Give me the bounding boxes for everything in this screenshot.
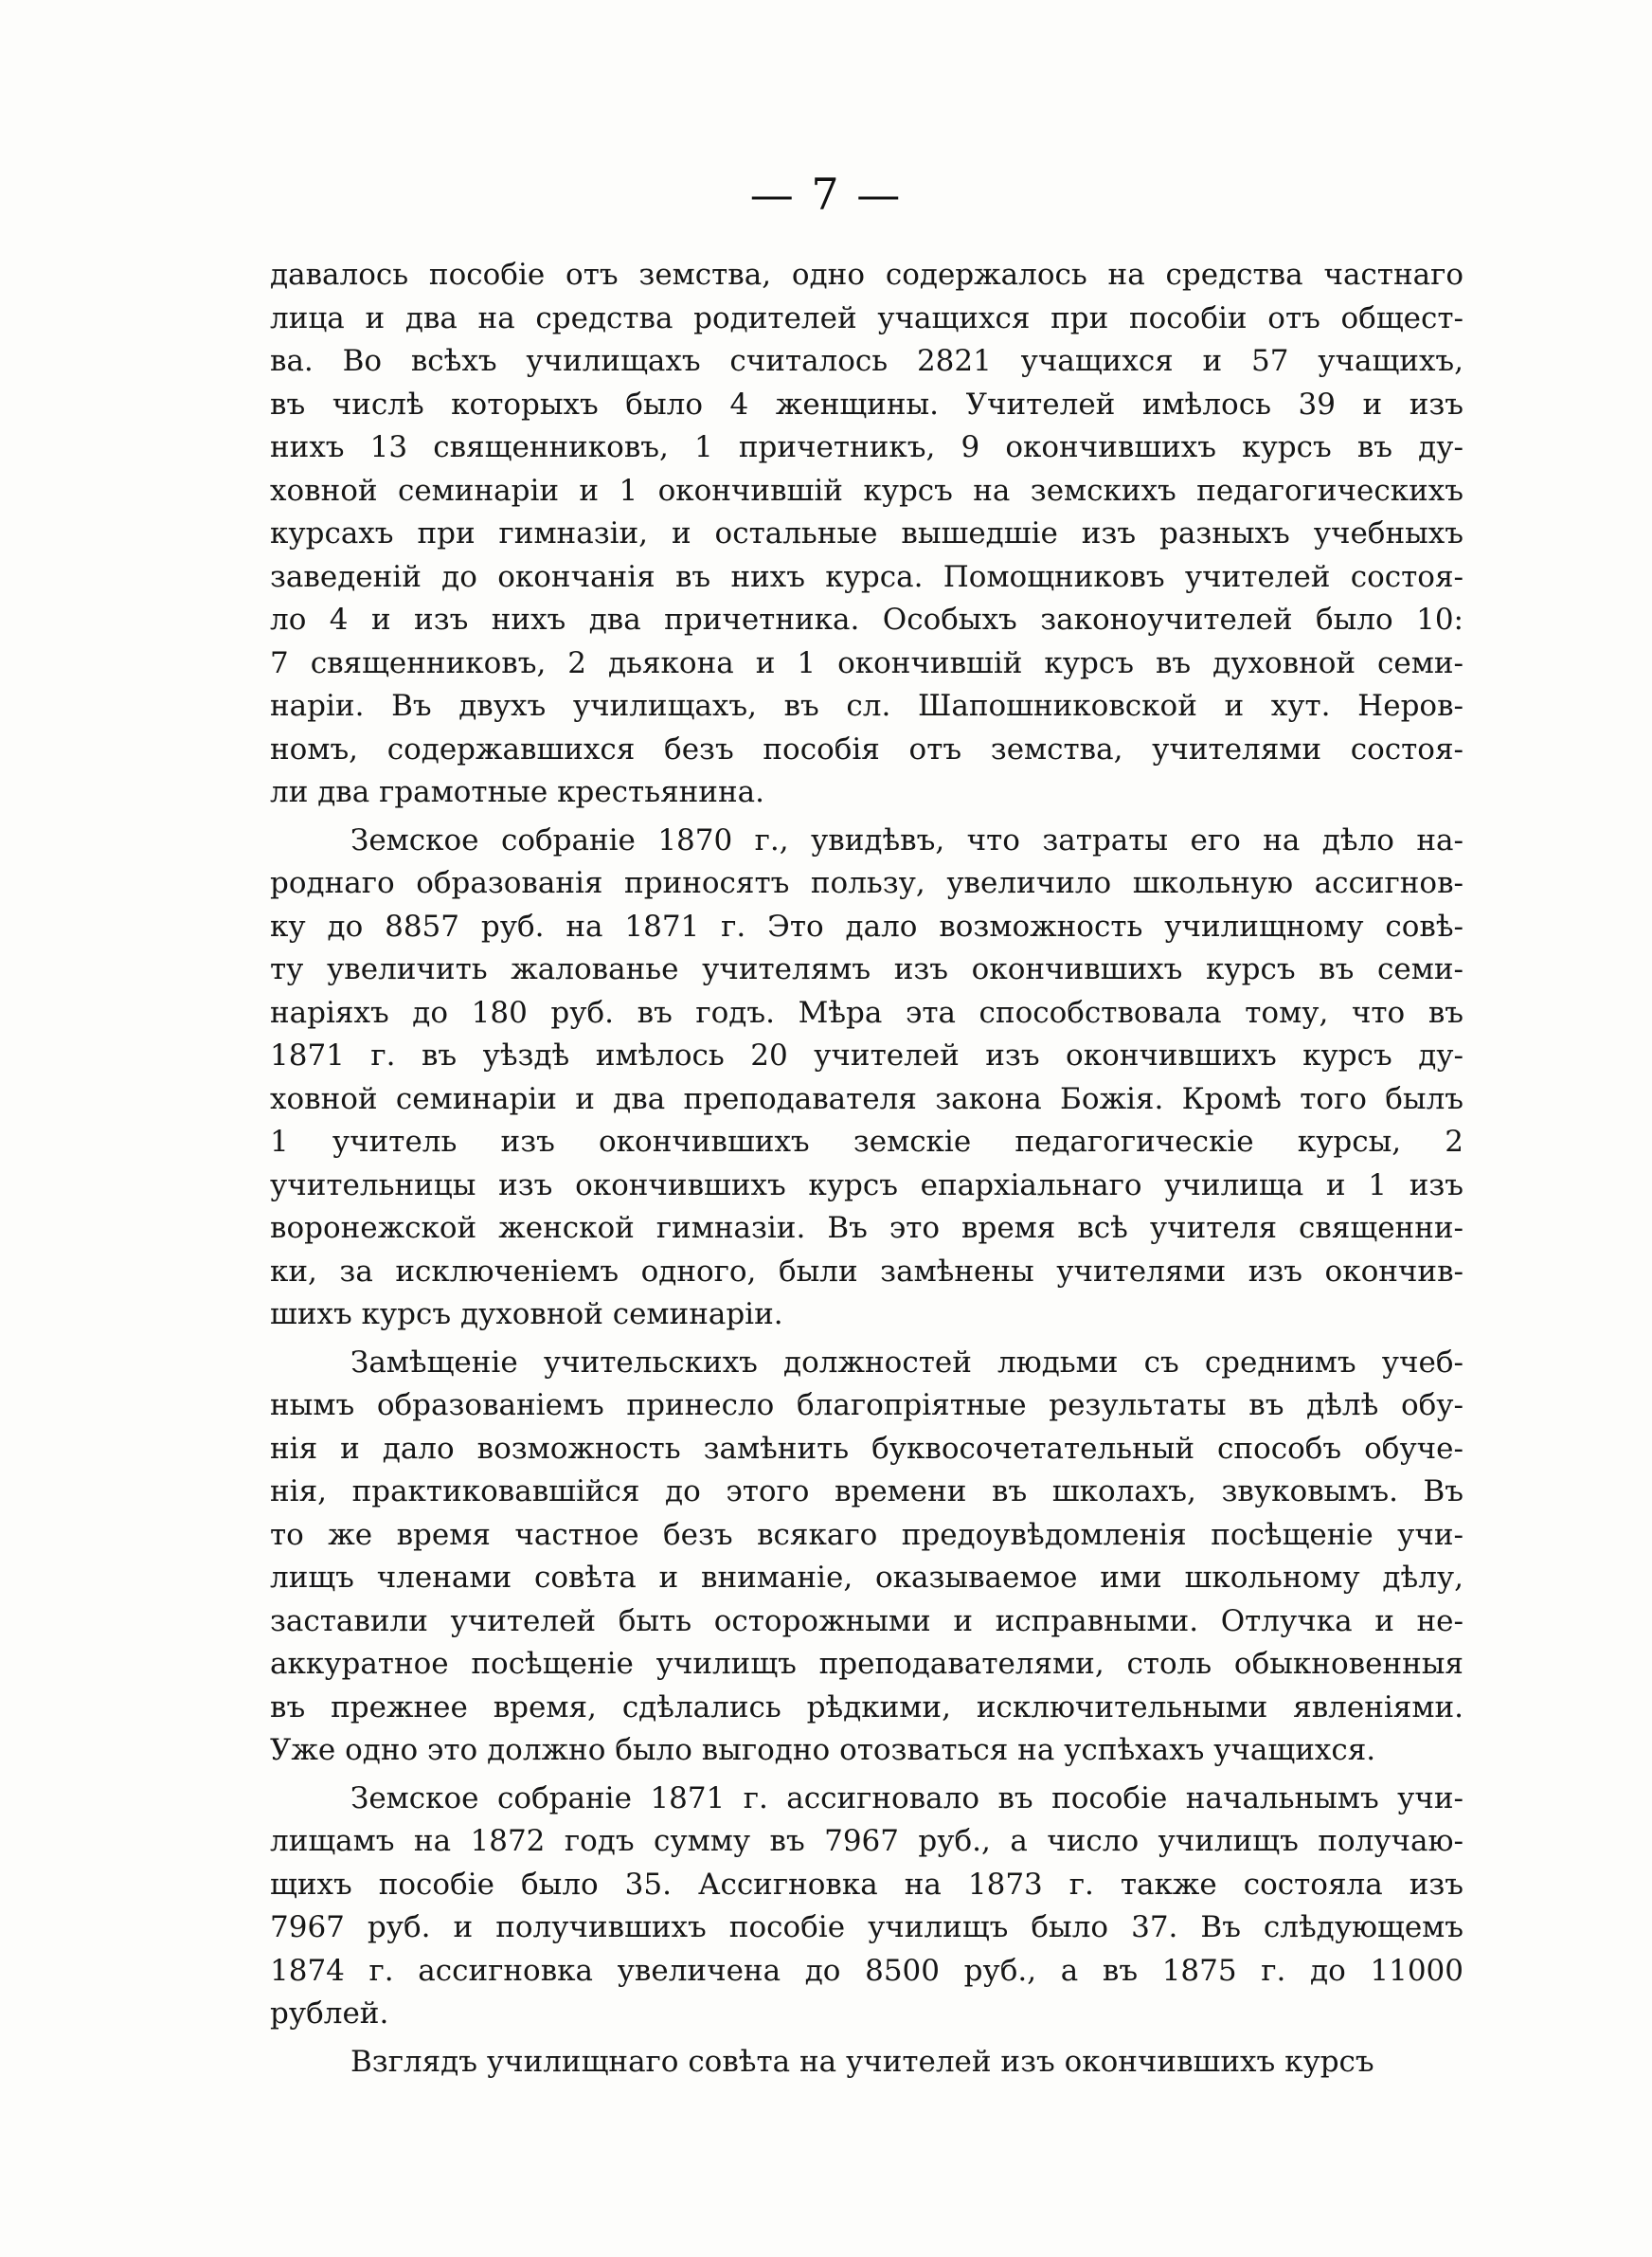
text-line: ку до 8857 руб. на 1871 г. Это дало возможность училищному совѣ- (270, 909, 1463, 944)
text-line: аккуратное посѣщеніе училищъ преподавателями, столь обыкновенныя (270, 1647, 1463, 1681)
text-line: 1874 г. ассигновка увеличена до 8500 руб., а въ 1875 г. до 11000 (270, 1953, 1463, 1988)
paragraph (270, 1342, 1463, 1773)
body-text (270, 254, 1463, 2084)
text-line: 1 учитель изъ окончившихъ земскіе педагогическіе курсы, 2 (270, 1125, 1463, 1159)
text-line: ки, за исключеніемъ одного, были замѣнены учителями изъ окончив- (270, 1254, 1463, 1289)
text-line: заставили учителей быть осторожными и исправными. Отлучка и не- (270, 1603, 1463, 1638)
text-line: Земское собраніе 1871 г. ассигновало въ пособіе начальнымъ учи- (350, 1780, 1463, 1815)
text-line: нихъ 13 священниковъ, 1 причетникъ, 9 окончившихъ курсъ въ ду- (270, 430, 1463, 464)
text-line: рублей. (270, 1996, 389, 2031)
text-line: номъ, содержавшихся безъ пособія отъ земства, учителями состоя- (270, 731, 1463, 767)
text-line: то же время частное безъ всякаго предоувѣдомленія посѣщеніе учи- (270, 1517, 1463, 1552)
paragraph (270, 820, 1463, 1337)
text-line: въ числѣ которыхъ было 4 женщины. Учителей имѣлось 39 и изъ (270, 387, 1463, 422)
paragraph (270, 1778, 1463, 2036)
text-line: нія, практиковавшійся до этого времени въ школахъ, звуковымъ. Въ (270, 1474, 1463, 1508)
text-line: курсахъ при гимназіи, и остальные вышедшіе изъ разныхъ учебныхъ (270, 516, 1463, 551)
text-line: ва. Во всѣхъ училищахъ считалось 2821 учащихся и 57 учащихъ, (270, 344, 1463, 378)
text-line: ло 4 и изъ нихъ два причетника. Особыхъ законоучителей было 10: (270, 603, 1463, 637)
text-line: шихъ курсъ духовной семинаріи. (270, 1297, 783, 1331)
text-line: Замѣщеніе учительскихъ должностей людьми съ среднимъ учеб- (350, 1345, 1463, 1380)
text-line: воронежской женской гимназіи. Въ это время всѣ учителя священни- (270, 1211, 1463, 1245)
text-line: 1871 г. въ уѣздѣ имѣлось 20 учителей изъ окончившихъ курсъ ду- (270, 1038, 1463, 1073)
text-line: лица и два на средства родителей учащихся при пособіи отъ общест- (270, 300, 1463, 335)
text-line: учительницы изъ окончившихъ курсъ епархіальнаго училища и 1 изъ (270, 1167, 1463, 1202)
text-line: 7 священниковъ, 2 дьякона и 1 окончившій курсъ въ духовной семи- (270, 645, 1463, 680)
text-line: наріи. Въ двухъ училищахъ, въ сл. Шапошниковской и хут. Неров- (270, 689, 1463, 723)
text-line: 7967 руб. и получившихъ пособіе училищъ было 37. Въ слѣдующемъ (270, 1910, 1463, 1944)
text-line: нія и дало возможность замѣнить буквосочетательный способъ обуче- (270, 1431, 1463, 1466)
text-line: нымъ образованіемъ принесло благопріятные результаты въ дѣлѣ обу- (270, 1388, 1463, 1422)
text-line: ховной семинаріи и 1 окончившій курсъ на земскихъ педагогическихъ (270, 473, 1463, 508)
text-line: ту увеличить жалованье учителямъ изъ окончившихъ курсъ въ семи- (270, 952, 1463, 986)
paragraph (270, 254, 1463, 815)
text-line: роднаго образованія приносятъ пользу, увеличило школьную ассигнов- (270, 866, 1463, 900)
text-line: наріяхъ до 180 руб. въ годъ. Мѣра эта способствовала тому, что въ (270, 995, 1463, 1030)
paragraph (270, 2041, 1463, 2085)
text-line: щихъ пособіе было 35. Ассигновка на 1873 г. также состояла изъ (270, 1867, 1463, 1902)
text-line: Земское собраніе 1870 г., увидѣвъ, что затраты его на дѣло на- (350, 822, 1463, 858)
text-line: лищамъ на 1872 годъ сумму въ 7967 руб., а число училищъ получаю- (270, 1824, 1463, 1858)
text-line: Уже одно это должно было выгодно отозваться на успѣхахъ учащихся. (270, 1733, 1376, 1767)
text-line: ховной семинаріи и два преподавателя закона Божія. Кромѣ того былъ (270, 1081, 1463, 1116)
page-number: — 7 — (749, 169, 903, 220)
text-line: лищъ членами совѣта и вниманіе, оказываемое ими школьному дѣлу, (270, 1561, 1463, 1595)
text-line: заведеній до окончанія въ нихъ курса. Помощниковъ учителей состоя- (270, 559, 1463, 594)
text-line: Взглядъ училищнаго совѣта на учителей изъ окончившихъ курсъ (350, 2044, 1374, 2079)
text-line: давалось пособіе отъ земства, одно содержалось на средства частнаго (270, 258, 1463, 292)
text-line: ли два грамотные крестьянина. (270, 775, 764, 809)
text-line: въ прежнее время, сдѣлались рѣдкими, исключительными явленіями. (270, 1689, 1463, 1724)
